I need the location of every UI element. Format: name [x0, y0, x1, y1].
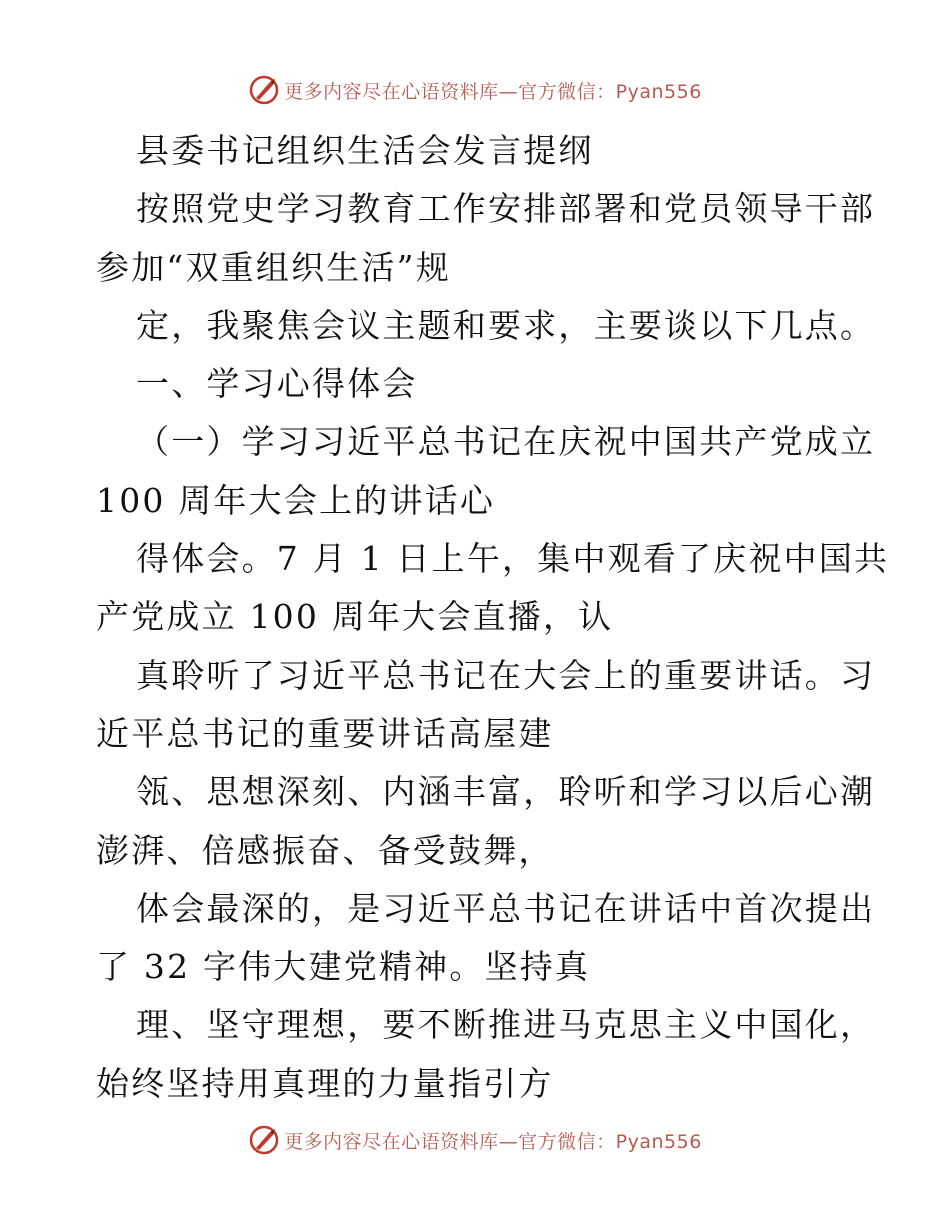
watermark-banner-top — [0, 70, 950, 110]
text-line: 按照党史学习教育工作安排部署和党员领导干部 — [136, 189, 876, 229]
watermark-text: 更多内容尽在心语资料库—官方微信：Pyan556 — [284, 1130, 702, 1153]
pen-logo-icon — [248, 1124, 280, 1156]
text-line: 产党成立 100 周年大会直播，认 — [96, 597, 614, 637]
watermark-banner-bottom — [0, 1120, 950, 1160]
watermark-text: 更多内容尽在心语资料库—官方微信：Pyan556 — [284, 80, 702, 103]
text-line: 理、坚守理想，要不断推进马克思主义中国化， — [136, 1005, 876, 1045]
text-line: 澎湃、倍感振奋、备受鼓舞， — [96, 830, 554, 870]
text-line: 体会最深的，是习近平总书记在讲话中首次提出 — [136, 888, 876, 928]
text-line: 近平总书记的重要讲话高屋建 — [96, 713, 554, 753]
text-line: 参加“双重组织生活”规 — [96, 247, 451, 287]
text-line: 100 周年大会上的讲话心 — [96, 480, 496, 520]
text-line: 真聆听了习近平总书记在大会上的重要讲话。习 — [136, 655, 876, 695]
pen-logo-icon — [248, 74, 280, 106]
text-line: 了 32 字伟大建党精神。坚持真 — [96, 947, 591, 987]
document-body — [96, 122, 890, 1113]
text-line: 得体会。7 月 1 日上午，集中观看了庆祝中国共 — [136, 539, 890, 579]
text-line: 瓴、思想深刻、内涵丰富，聆听和学习以后心潮 — [136, 772, 876, 812]
text-line: 始终坚持用真理的力量指引方 — [96, 1063, 554, 1103]
text-line: 一、学习心得体会 — [136, 364, 418, 404]
text-line: 县委书记组织生活会发言提纲 — [136, 131, 594, 170]
text-line: （一）学习习近平总书记在庆祝中国共产党成立 — [136, 422, 876, 462]
text-line: 定，我聚焦会议主题和要求，主要谈以下几点。 — [136, 305, 876, 345]
